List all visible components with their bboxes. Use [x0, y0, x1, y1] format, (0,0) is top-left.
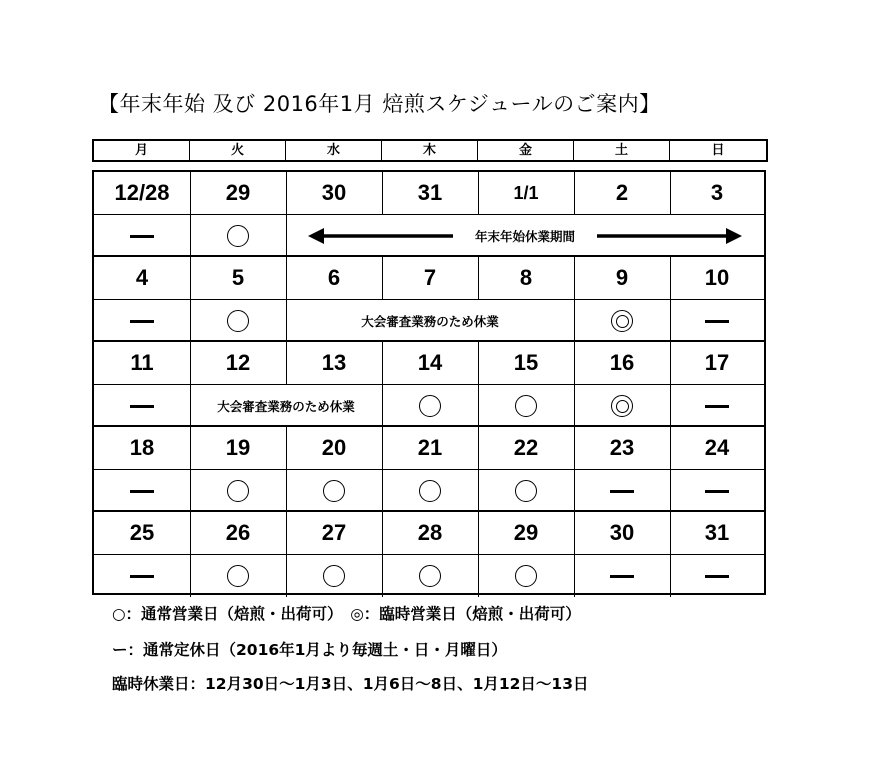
grid-line	[670, 512, 671, 555]
status-cell	[94, 470, 190, 512]
grid-line	[286, 172, 287, 215]
dash-icon	[130, 405, 154, 408]
dash-icon	[705, 320, 729, 323]
date-cell	[286, 512, 382, 554]
grid-line	[190, 300, 191, 342]
date-number: 28	[417, 520, 443, 545]
grid-line	[574, 555, 575, 597]
date-cell	[190, 427, 286, 469]
grid-line	[286, 470, 287, 512]
status-cell	[382, 385, 478, 427]
grid-line	[190, 512, 191, 555]
status-cell	[574, 470, 670, 512]
grid-line	[382, 555, 383, 597]
date-number: 7	[423, 265, 437, 290]
calendar-week	[94, 172, 764, 257]
grid-line	[382, 385, 383, 427]
grid-line	[574, 385, 575, 427]
status-cell	[670, 555, 764, 597]
grid-line	[574, 470, 575, 512]
date-number: 31	[704, 520, 730, 545]
dash-icon	[705, 405, 729, 408]
date-number: 19	[225, 435, 251, 460]
holiday-period-span	[308, 215, 742, 257]
grid-line	[382, 470, 383, 512]
double-circle-icon	[611, 395, 633, 417]
dash-icon	[130, 490, 154, 493]
grid-line	[478, 427, 479, 470]
day-of-week-label: 水	[286, 141, 382, 160]
calendar-week	[94, 342, 764, 427]
status-cell	[670, 385, 764, 427]
date-row	[94, 512, 764, 555]
date-cell	[670, 172, 764, 214]
double-circle-icon	[611, 310, 633, 332]
date-number: 31	[417, 180, 443, 205]
grid-line	[574, 512, 575, 555]
date-number: 30	[609, 520, 635, 545]
date-cell	[190, 257, 286, 299]
date-cell	[94, 342, 190, 384]
date-number: 10	[704, 265, 730, 290]
date-cell	[94, 172, 190, 214]
date-cell	[478, 342, 574, 384]
date-number: 22	[513, 435, 539, 460]
date-row	[94, 427, 764, 470]
grid-line	[190, 342, 191, 385]
open-circle-icon	[227, 565, 249, 587]
date-cell	[286, 257, 382, 299]
span-label: 大会審査業務のため休業	[361, 314, 499, 329]
dash-icon	[705, 575, 729, 578]
grid-line	[190, 257, 191, 300]
date-cell	[574, 427, 670, 469]
date-number: 21	[417, 435, 443, 460]
grid-line	[478, 555, 479, 597]
day-of-week-label: 金	[478, 141, 574, 160]
date-number: 18	[129, 435, 155, 460]
status-row	[94, 385, 764, 427]
open-circle-icon	[515, 480, 537, 502]
status-row	[94, 215, 764, 257]
date-cell	[478, 257, 574, 299]
grid-line	[286, 555, 287, 597]
calendar-week	[94, 257, 764, 342]
date-number: 2	[615, 180, 629, 205]
date-cell	[670, 512, 764, 554]
status-cell	[382, 555, 478, 597]
legend-line-2: ー：通常定休日（2016年1月より毎週土・日・月曜日）	[112, 641, 507, 659]
date-number: 12	[225, 350, 251, 375]
status-cell	[94, 300, 190, 342]
date-cell	[574, 257, 670, 299]
date-cell	[94, 512, 190, 554]
grid-line	[574, 427, 575, 470]
grid-line	[574, 257, 575, 300]
date-cell	[382, 512, 478, 554]
dash-icon	[130, 235, 154, 238]
date-number: 6	[327, 265, 341, 290]
status-cell	[478, 555, 574, 597]
date-cell	[94, 257, 190, 299]
dash-icon	[130, 575, 154, 578]
dash-icon	[610, 490, 634, 493]
open-circle-icon	[515, 395, 537, 417]
date-number: 24	[704, 435, 730, 460]
open-circle-icon	[227, 480, 249, 502]
open-circle-icon	[419, 480, 441, 502]
date-number: 1/1	[513, 182, 539, 203]
date-number: 13	[321, 350, 347, 375]
calendar-grid	[92, 170, 766, 595]
date-cell	[190, 512, 286, 554]
open-circle-icon	[419, 395, 441, 417]
grid-line	[574, 300, 575, 342]
date-cell	[382, 342, 478, 384]
day-of-week-header	[92, 139, 768, 162]
dash-icon	[610, 575, 634, 578]
open-circle-icon	[515, 565, 537, 587]
date-row	[94, 257, 764, 300]
date-number: 29	[513, 520, 539, 545]
date-cell	[574, 342, 670, 384]
date-cell	[478, 427, 574, 469]
open-circle-icon	[323, 480, 345, 502]
status-cell	[94, 385, 190, 427]
date-number: 26	[225, 520, 251, 545]
date-number: 20	[321, 435, 347, 460]
date-number: 8	[519, 265, 533, 290]
date-number: 4	[135, 265, 149, 290]
grid-line	[574, 172, 575, 215]
date-number: 5	[231, 265, 245, 290]
status-cell	[190, 300, 286, 342]
status-cell	[190, 555, 286, 597]
grid-line	[190, 215, 191, 257]
date-cell	[670, 342, 764, 384]
grid-line	[670, 555, 671, 597]
day-of-week-label: 火	[190, 141, 286, 160]
status-cell	[670, 300, 764, 342]
grid-line	[478, 172, 479, 215]
grid-line	[670, 300, 671, 342]
grid-line	[478, 512, 479, 555]
date-cell	[478, 512, 574, 554]
day-of-week-label: 日	[711, 143, 725, 158]
grid-line	[670, 427, 671, 470]
date-cell	[382, 172, 478, 214]
date-row	[94, 172, 764, 215]
status-cell	[382, 470, 478, 512]
grid-line	[670, 342, 671, 385]
date-cell	[382, 257, 478, 299]
grid-line	[382, 427, 383, 470]
status-cell	[286, 555, 382, 597]
open-circle-icon	[227, 310, 249, 332]
grid-line	[382, 512, 383, 555]
date-number: 23	[609, 435, 635, 460]
date-cell	[382, 427, 478, 469]
date-cell	[286, 172, 382, 214]
date-cell	[286, 342, 382, 384]
status-row	[94, 470, 764, 512]
status-cell	[574, 385, 670, 427]
span-label: 大会審査業務のため休業	[217, 399, 355, 414]
legend-line-3: 臨時休業日：12月30日〜1月3日、1月6日〜8日、1月12日〜13日	[112, 675, 589, 693]
status-cell	[478, 470, 574, 512]
calendar-week	[94, 512, 764, 597]
open-circle-icon	[323, 565, 345, 587]
grid-line	[382, 257, 383, 300]
open-circle-icon	[419, 565, 441, 587]
grid-line	[670, 470, 671, 512]
status-cell	[94, 215, 190, 257]
status-cell	[94, 555, 190, 597]
status-row	[94, 300, 764, 342]
date-number: 17	[704, 350, 730, 375]
day-of-week-label: 土	[574, 141, 670, 160]
grid-line	[478, 257, 479, 300]
date-number: 3	[710, 180, 724, 205]
date-cell	[670, 427, 764, 469]
date-cell	[574, 172, 670, 214]
date-number: 12/28	[114, 180, 170, 205]
status-cell	[286, 470, 382, 512]
date-number: 25	[129, 520, 155, 545]
grid-line	[286, 342, 287, 385]
grid-line	[286, 427, 287, 470]
day-of-week-label: 木	[382, 141, 478, 160]
status-cell	[190, 470, 286, 512]
grid-line	[478, 470, 479, 512]
date-cell	[286, 427, 382, 469]
grid-line	[670, 385, 671, 427]
grid-line	[382, 172, 383, 215]
grid-line	[478, 342, 479, 385]
date-number: 15	[513, 350, 539, 375]
grid-line	[286, 215, 287, 257]
grid-line	[286, 257, 287, 300]
grid-line	[382, 342, 383, 385]
date-cell	[190, 342, 286, 384]
status-cell	[574, 555, 670, 597]
calendar-week	[94, 427, 764, 512]
span-label: 年末年始休業期間	[474, 229, 575, 244]
date-cell	[670, 257, 764, 299]
date-number: 30	[321, 180, 347, 205]
legend-line-1: ○：通常営業日（焙煎・出荷可） ◎：臨時営業日（焙煎・出荷可）	[112, 605, 581, 623]
grid-line	[190, 470, 191, 512]
day-of-week-label: 月	[94, 141, 190, 160]
span-cell	[286, 300, 574, 342]
grid-line	[670, 257, 671, 300]
date-number: 11	[130, 350, 154, 375]
status-row	[94, 555, 764, 597]
date-row	[94, 342, 764, 385]
status-cell	[478, 385, 574, 427]
date-number: 9	[615, 265, 629, 290]
status-cell	[190, 215, 286, 257]
date-number: 14	[417, 350, 443, 375]
grid-line	[670, 172, 671, 215]
date-cell	[574, 512, 670, 554]
date-number: 27	[321, 520, 347, 545]
grid-line	[286, 512, 287, 555]
grid-line	[190, 555, 191, 597]
date-cell	[190, 172, 286, 214]
grid-line	[574, 342, 575, 385]
date-number: 16	[609, 350, 635, 375]
dash-icon	[130, 320, 154, 323]
grid-line	[190, 172, 191, 215]
status-cell	[670, 470, 764, 512]
span-cell	[190, 385, 382, 427]
open-circle-icon	[227, 225, 249, 247]
status-cell	[574, 300, 670, 342]
grid-line	[478, 385, 479, 427]
date-cell	[94, 427, 190, 469]
date-number: 29	[225, 180, 251, 205]
grid-line	[190, 427, 191, 470]
page-title: 【年末年始 及び 2016年1月 焙煎スケジュールのご案内】	[98, 92, 661, 116]
dash-icon	[705, 490, 729, 493]
date-cell	[478, 172, 574, 214]
